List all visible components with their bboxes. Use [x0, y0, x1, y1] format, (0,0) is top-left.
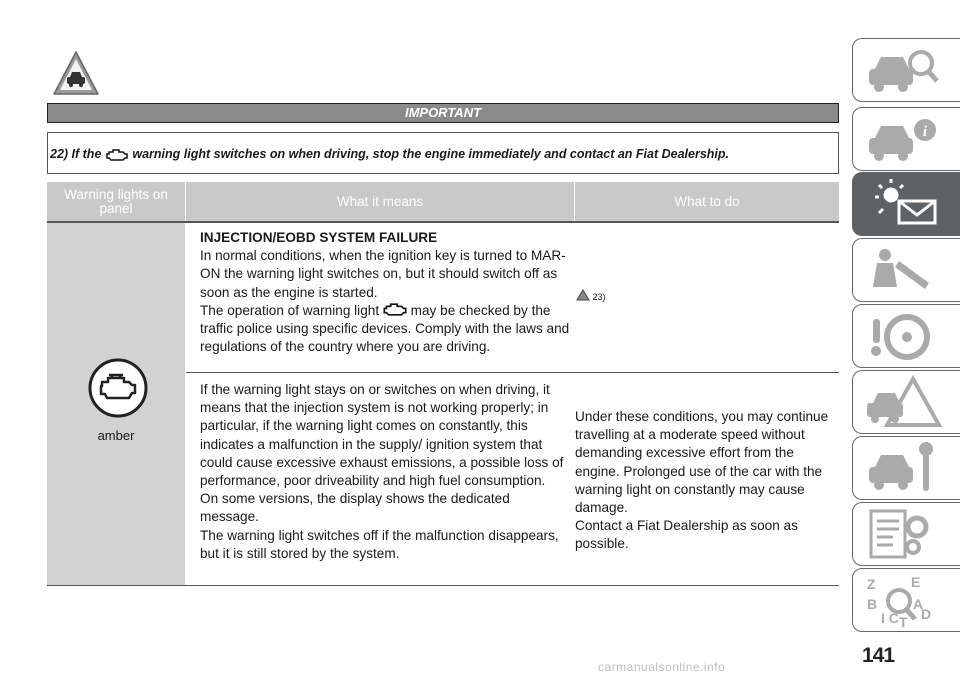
row2-meaning-a: If the warning light stays on or switches on when driving, it means that the injection system is not working properly; in particular, if the warning light comes on constantly, this indicates a malfunction in the supply/ ignition system that could cause excessive exhaust emissions, a possible loss of performance, poor driveability and high fuel consumption. — [200, 382, 564, 489]
driving-icon — [863, 309, 943, 365]
svg-text:A: A — [913, 596, 924, 612]
header-warning-lights: Warning lights on panel — [47, 182, 185, 221]
tab-driving[interactable] — [852, 304, 960, 368]
road-warning-icon — [52, 50, 100, 96]
tab-car-search[interactable] — [852, 38, 960, 102]
lamp-color-label: amber — [97, 428, 135, 443]
svg-text:Z: Z — [867, 576, 876, 592]
svg-text:D: D — [921, 606, 932, 622]
warning-triangle-icon — [576, 289, 590, 301]
warning-lights-icon — [863, 177, 943, 233]
warning-note — [47, 132, 839, 174]
tab-technical-data[interactable] — [852, 502, 960, 566]
index-icon — [863, 573, 943, 629]
row-divider — [186, 372, 839, 373]
svg-text:E: E — [911, 574, 921, 590]
engine-icon — [106, 148, 128, 162]
row1-todo-ref — [576, 289, 606, 302]
svg-text:I C: I C — [881, 610, 899, 626]
tab-warning-lights[interactable] — [852, 172, 960, 236]
row1-title: INJECTION/EOBD SYSTEM FAILURE — [200, 230, 438, 245]
emergency-icon — [863, 375, 943, 431]
car-search-icon — [863, 43, 943, 99]
row2-meaning — [200, 381, 572, 563]
header-what-it-means: What it means — [186, 182, 574, 221]
tab-safety[interactable] — [852, 238, 960, 302]
row2-todo — [575, 408, 839, 554]
check-engine-lamp-icon — [88, 356, 148, 420]
safety-icon — [863, 243, 943, 299]
engine-icon — [383, 302, 407, 317]
tab-maintenance[interactable] — [852, 436, 960, 500]
important-banner: IMPORTANT — [47, 103, 839, 123]
row1-body-a: In normal conditions, when the ignition key is turned to MAR-ON the warning light switches on, but it should switch off as soon as the engine is started. — [200, 248, 566, 300]
svg-text:B: B — [867, 596, 878, 612]
tab-emergency[interactable] — [852, 370, 960, 434]
note-suffix: warning light switches on when driving, stop the engine immediately and contact an Fiat Dealership. — [132, 147, 729, 161]
row1-meaning — [200, 229, 572, 356]
maintenance-icon — [863, 441, 943, 497]
row1-body-b-suffix: may be checked by the traffic police using specific devices. Comply with the laws and regulations of the country where you are driving. — [200, 302, 570, 355]
row1-body-b — [200, 302, 572, 357]
car-info-icon — [863, 112, 943, 168]
row2-meaning-b: On some versions, the display shows the dedicated message. — [200, 491, 510, 525]
tab-car-info[interactable] — [852, 107, 960, 171]
row1-ref-text: 23) — [592, 292, 606, 302]
technical-data-icon — [863, 507, 943, 563]
note-prefix: 22) If the — [50, 147, 102, 161]
page-number: 141 — [862, 644, 895, 667]
table-bottom-line — [47, 585, 839, 586]
row2-todo-b: Contact a Fiat Dealership as soon as possible. — [575, 518, 798, 552]
svg-text:i: i — [922, 124, 928, 140]
header-what-to-do: What to do — [575, 182, 839, 221]
tab-index[interactable] — [852, 568, 960, 632]
svg-text:T: T — [899, 614, 908, 629]
row1-body-b-prefix: The operation of warning light — [200, 302, 380, 318]
watermark: carmanualsonline.info — [598, 660, 726, 674]
row2-todo-a: Under these conditions, you may continue travelling at a moderate speed without demanding excessive effort from the engine. Prolonged use of the car with the warning light on constantly may cause damage. — [575, 409, 829, 516]
row2-meaning-c: The warning light switches off if the malfunction disappears, but it is still stored by the system. — [200, 527, 559, 561]
